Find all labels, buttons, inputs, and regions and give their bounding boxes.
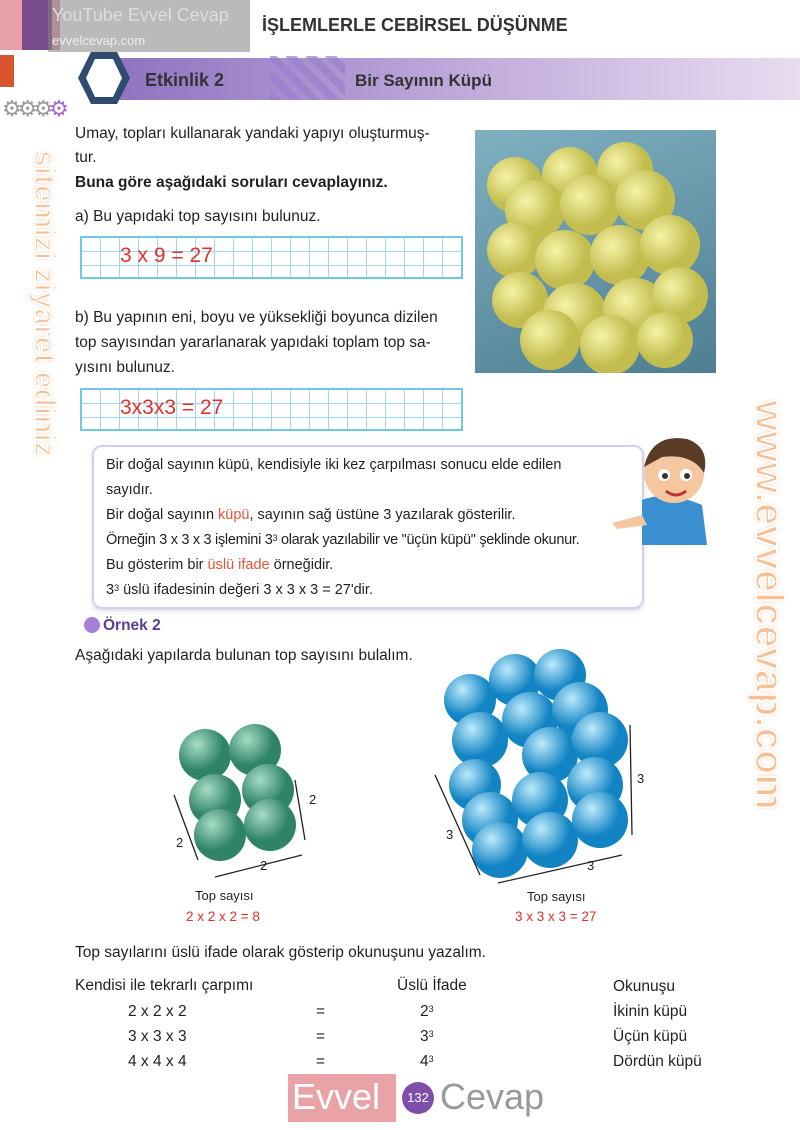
blue-dim-width: 3 [587, 858, 595, 873]
yellow-ball-structure [475, 130, 716, 373]
gears-icon: ⚙⚙⚙⚙ [2, 96, 65, 121]
green-ball-structure [160, 715, 330, 885]
footer-logo-right: Cevap [440, 1076, 545, 1117]
table-intro: Top sayılarını üslü ifade olarak gösterip okunuşunu yazalım. [75, 944, 486, 961]
example-icon [84, 617, 100, 633]
info-line4: Örneğin 3 x 3 x 3 işlemini $3^3$ olarak yazılabilir ve "üçün küpü" şeklinde okunur. [106, 532, 580, 548]
intro-instruction: Buna göre aşağıdaki soruları cevaplayınız. [75, 174, 388, 191]
info-line5: Bu gösterim bir üslü ifade örneğidir. [106, 557, 334, 573]
example-label: Örnek 2 [103, 617, 161, 634]
yellow-balls-photo [475, 130, 716, 373]
boy-character-illustration [612, 425, 722, 545]
answer-grid-a [80, 236, 463, 279]
question-b-line2: top sayısından yararlanarak yapıdaki toplam top sa- [75, 334, 431, 351]
question-b-line3: yısını bulunuz. [75, 359, 175, 376]
site-watermark: evvelcevap.com [52, 33, 146, 48]
side-tab [0, 55, 14, 87]
blue-dim-depth: 3 [446, 827, 454, 842]
answer-grid-b [80, 388, 463, 431]
watermark-sub: sitemizi ziyaret ediniz [28, 150, 61, 457]
intro-line2: tur. [75, 149, 97, 166]
textbook-page: YouTube Evvel Cevap evvelcevap.com İŞLEMLERLE CEBİRSEL DÜŞÜNME Etkinlik 2 Bir Sayının Küpü ⚙⚙⚙⚙ Umay, topları kullanarak yandaki yapıyı oluşturmuş- tur. Buna göre aşağıdaki soruları cevaplayınız. a) Bu yapıdaki top sayısını bulunuz. 3 x 9 = 27 b) Bu yapının eni, boyu ve yüksekliği boyunca dizilen top sayısından yararlanarak yapıdaki toplam top sa- yısını bulunuz. 3x3x3 = 27 Bir doğal sayının küpü, kendisiyle iki kez çarpılması sonucu elde edilen sayıdır. Bir doğal sayının küpü, sayının sağ üstüne 3 yazılarak gösterilir. Örneğin 3 x 3 x 3 işlemini $3^3$ olarak yazılabilir ve "üçün küpü" şeklinde okunur. Bu gösterim bir üslü ifade örneğidir. $3^3$ üslü ifadesinin değeri 3 x 3 x 3 = 27'dir. Örnek 2 Aşağıdaki yapılarda bulunan top sayısını bulalım. 2 2 2 Top sayısı 2 x 2 x 2 = 8 3 3 3 Top sayısı 3 x 3 x 3 = 27 Top sayılarını üslü ifade olarak gösterip okunuşunu yazalım. Kendisi ile tekrarlı çarpımı Üslü İfade Okunuşu 2 x 2 x 2 = $2^3$ İkinin küpü 3 x 3 x 3 = $3^3$ Üçün küpü 4 x 4 x 4 = $4^3$ Dördün küpü Evvel 132 Cevap www.evvelcevap.com sitemizi ziyaret ediniz [0, 0, 800, 1130]
watermark-main: www.evvelcevap.com [747, 400, 791, 810]
intro-line1: Umay, topları kullanarak yandaki yapıyı oluşturmuş- [75, 125, 430, 142]
example-text: Aşağıdaki yapılarda bulunan top sayısını bulalım. [75, 647, 413, 664]
header-reading: Okunuşu [613, 978, 676, 995]
blue-dim-height: 3 [637, 771, 645, 786]
info-text [106, 453, 579, 603]
green-result: 2 x 2 x 2 = 8 [186, 909, 260, 924]
info-line2: sayıdır. [106, 482, 153, 498]
question-b-line1: b) Bu yapının eni, boyu ve yüksekliği boyunca dizilen [75, 309, 438, 326]
header-product: Kendisi ile tekrarlı çarpımı [75, 977, 254, 994]
yt-watermark: YouTube Evvel Cevap [52, 5, 229, 25]
page-number: 132 [402, 1082, 434, 1114]
activity-title: Bir Sayının Küpü [355, 71, 492, 90]
activity-label: Etkinlik 2 [145, 70, 225, 90]
blue-result: 3 x 3 x 3 = 27 [515, 909, 597, 924]
green-dim-width: 2 [260, 858, 268, 873]
info-line3: Bir doğal sayının küpü, sayının sağ üstüne 3 yazılarak gösterilir. [106, 507, 516, 523]
green-dim-depth: 2 [176, 835, 184, 850]
question-a: a) Bu yapıdaki top sayısını bulunuz. [75, 208, 321, 225]
blue-caption: Top sayısı [527, 889, 586, 904]
blue-ball-structure [430, 645, 660, 890]
green-dim-height: 2 [309, 792, 317, 807]
green-caption: Top sayısı [195, 888, 254, 903]
diamond-pattern [270, 56, 345, 100]
answer-b: 3x3x3 = 27 [120, 396, 224, 419]
header-exponent: Üslü İfade [397, 977, 467, 994]
footer-logo-left: Evvel [292, 1076, 381, 1117]
answer-a: 3 x 9 = 27 [120, 244, 213, 267]
unit-title: İŞLEMLERLE CEBİRSEL DÜŞÜNME [262, 15, 568, 35]
info-line6: $3^3$ üslü ifadesinin değeri 3 x 3 x 3 = 27'dir. [106, 582, 373, 598]
info-line1: Bir doğal sayının küpü, kendisiyle iki kez çarpılması sonucu elde edilen [106, 457, 562, 473]
